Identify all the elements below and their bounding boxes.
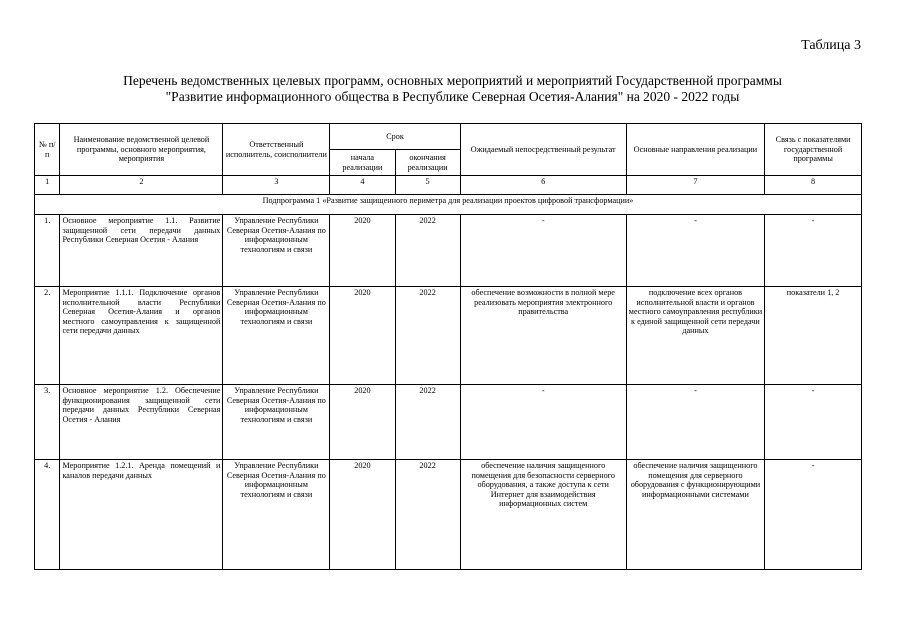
row-start: 2020	[330, 460, 395, 570]
row-result: обеспечение наличия защищенного помещения для безопасности серверного оборудования, а также доступа к сети Интернет для взаимодействия информационных систем	[460, 460, 626, 570]
row-link: -	[765, 460, 862, 570]
row-link: -	[765, 385, 862, 460]
row-start: 2020	[330, 215, 395, 287]
row-directions: -	[626, 215, 765, 287]
row-directions: -	[626, 385, 765, 460]
column-number: 5	[395, 176, 460, 195]
row-directions: обеспечение наличия защищенного помещения для серверного оборудования с функционирующими информационными системами	[626, 460, 765, 570]
title-line-2: "Развитие информационного общества в Республике Северная Осетия-Алания" на 2020 - 2022 годы	[165, 89, 740, 104]
row-name: Мероприятие 1.1.1. Подключение органов исполнительной власти Республики Северная Осетия-Алания и органов местного самоуправления к защищенной сети передачи данных	[60, 287, 223, 385]
row-executor: Управление Республики Северная Осетия-Алания по информационным технологиям и связи	[223, 385, 330, 460]
document-title	[40, 73, 865, 105]
programs-table	[34, 123, 862, 570]
row-end: 2022	[395, 385, 460, 460]
header-end: окончания реализации	[395, 150, 460, 176]
column-number: 1	[35, 176, 60, 195]
section-row	[35, 195, 862, 215]
table-row	[35, 215, 862, 287]
column-number: 6	[460, 176, 626, 195]
section-title: Подпрограмма 1 «Развитие защищенного периметра для реализации проектов цифровой трансформации»	[35, 195, 862, 215]
row-result: -	[460, 385, 626, 460]
row-executor: Управление Республики Северная Осетия-Алания по информационным технологиям и связи	[223, 287, 330, 385]
table-row	[35, 287, 862, 385]
row-executor: Управление Республики Северная Осетия-Алания по информационным технологиям и связи	[223, 460, 330, 570]
column-numbers-row	[35, 176, 862, 195]
header-num: № п/п	[35, 124, 60, 176]
column-number: 2	[60, 176, 223, 195]
header-result: Ожидаемый непосредственный результат	[460, 124, 626, 176]
column-number: 3	[223, 176, 330, 195]
row-executor: Управление Республики Северная Осетия-Алания по информационным технологиям и связи	[223, 215, 330, 287]
header-link: Связь с показателями государственной программы	[765, 124, 862, 176]
header-period: Срок	[330, 124, 460, 150]
row-end: 2022	[395, 215, 460, 287]
title-line-1: Перечень ведомственных целевых программ, основных мероприятий и мероприятий Государственной программы	[123, 73, 782, 88]
row-directions: подключение всех органов исполнительной власти и органов местного самоуправления республики к единой защищенной сети передачи данных	[626, 287, 765, 385]
row-name: Основное мероприятие 1.2. Обеспечение функционирования защищенной сети передачи данных Республики Северная Осетия - Алания	[60, 385, 223, 460]
header-start: начала реализации	[330, 150, 395, 176]
column-number: 7	[626, 176, 765, 195]
row-num: 3.	[35, 385, 60, 460]
row-link: -	[765, 215, 862, 287]
row-num: 4.	[35, 460, 60, 570]
row-num: 2.	[35, 287, 60, 385]
row-end: 2022	[395, 287, 460, 385]
table-row	[35, 460, 862, 570]
row-num: 1.	[35, 215, 60, 287]
row-start: 2020	[330, 287, 395, 385]
row-link: показатели 1, 2	[765, 287, 862, 385]
header-executor: Ответственный исполнитель, соисполнители	[223, 124, 330, 176]
column-number: 4	[330, 176, 395, 195]
header-directions: Основные направления реализации	[626, 124, 765, 176]
row-start: 2020	[330, 385, 395, 460]
row-name: Основное мероприятие 1.1. Развитие защищенной сети передачи данных Республики Северная Осетия - Алания	[60, 215, 223, 287]
table-row	[35, 385, 862, 460]
row-result: обеспечение возможности в полной мере реализовать мероприятия электронного правительства	[460, 287, 626, 385]
row-result: -	[460, 215, 626, 287]
header-name: Наименование ведомственной целевой программы, основного мероприятия, мероприятия	[60, 124, 223, 176]
table-label: Таблица 3	[801, 38, 861, 53]
row-end: 2022	[395, 460, 460, 570]
column-number: 8	[765, 176, 862, 195]
row-name: Мероприятие 1.2.1. Аренда помещений и каналов передачи данных	[60, 460, 223, 570]
